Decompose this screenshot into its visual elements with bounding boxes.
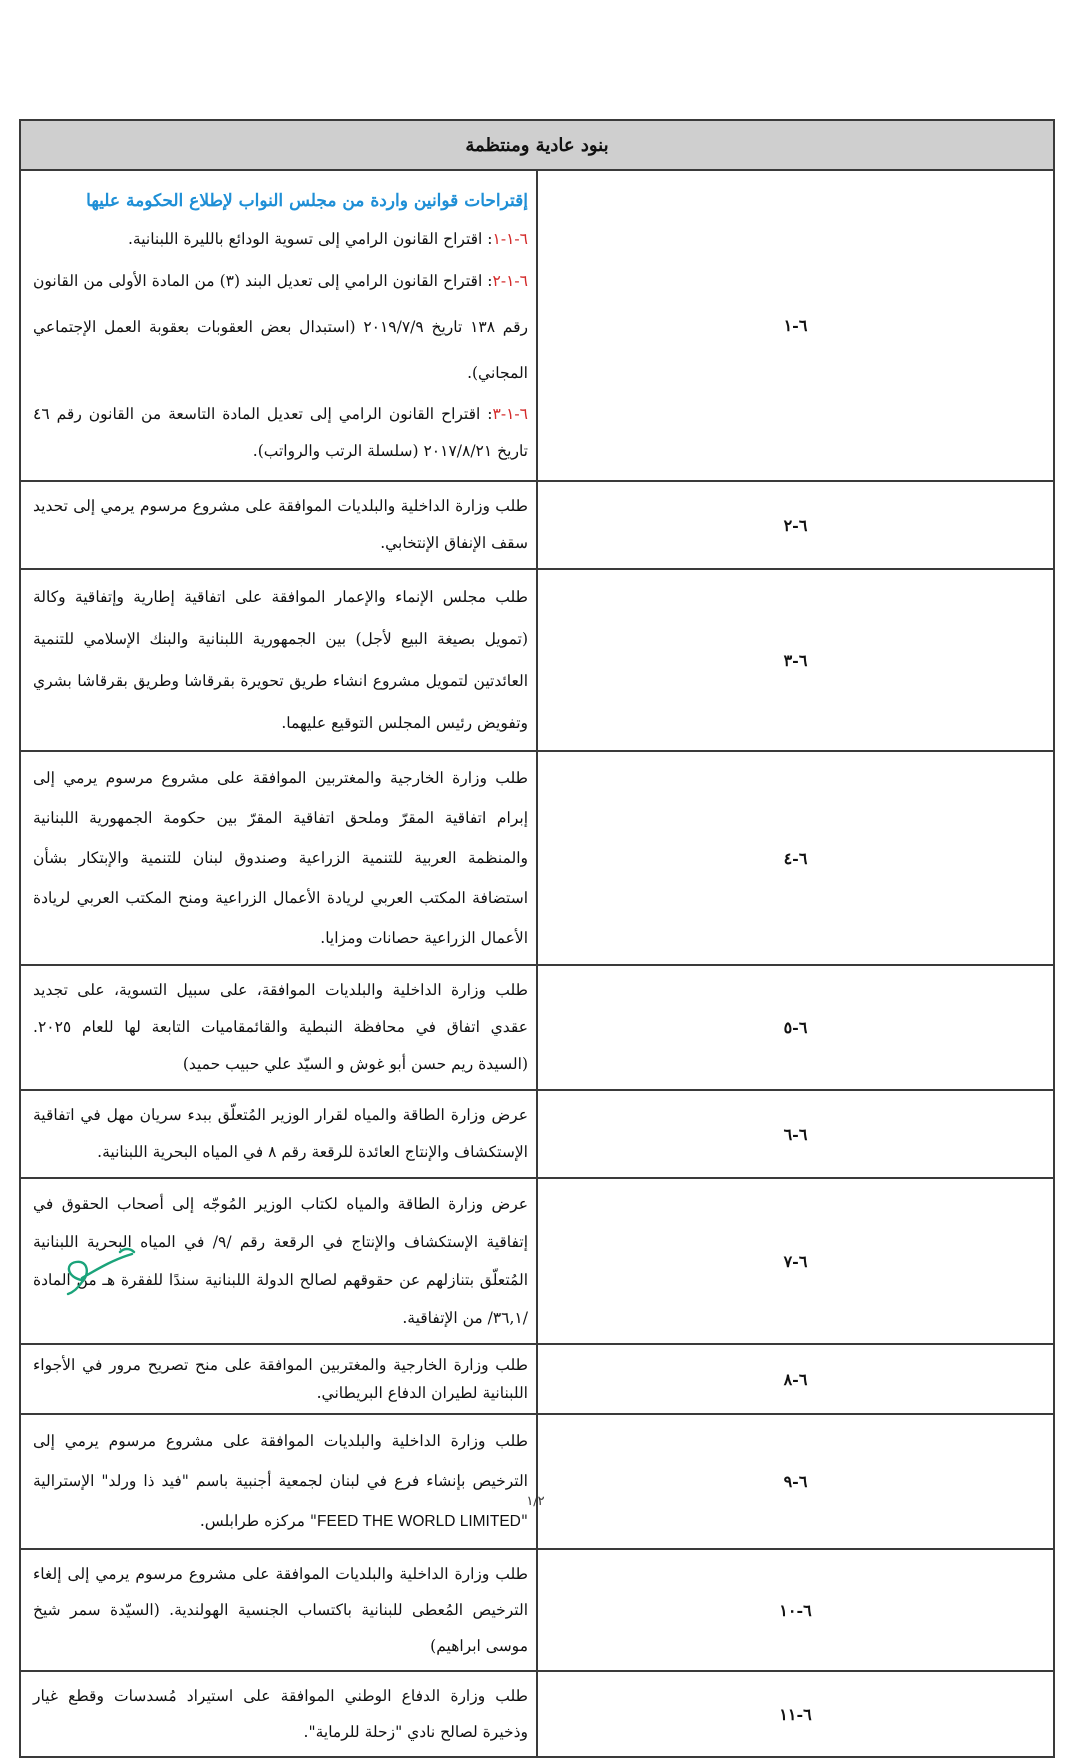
item-text: طلب وزارة الداخلية والبلديات الموافقة على مشروع مرسوم يرمي إلى الترخيص بإنشاء فرع في لبنان لجمعية أجنبية باسم "فيد ذا ورلد" الإسترالية "FEED THE WORLD LIMITED" مركزه طرابلس. <box>20 1414 537 1549</box>
item-text: طلب وزارة الخارجية والمغتربين الموافقة على مشروع مرسوم يرمي إلى إبرام اتفاقية المقرّ وملحق اتفاقية المقرّ بين حكومة الجمهورية اللبنانية والمنظمة العربية للتنمية الزراعية وصندوق لبنان للتنمية والإبتكار بشأن استضافة المكتب العربي لريادة الأعمال الزراعية ومنح المكتب العربي لريادة الأعمال الزراعية حصانات ومزايا. <box>20 751 537 965</box>
table-row <box>20 1090 1054 1178</box>
item-number: ٦-٤ <box>537 751 1054 965</box>
item-number: ٦-٥ <box>537 965 1054 1090</box>
item-number: ٦-٢ <box>537 481 1054 569</box>
table-row <box>20 1549 1054 1671</box>
item-number: ٦-٨ <box>537 1344 1054 1414</box>
item-text: طلب وزارة الداخلية والبلديات الموافقة، على سبيل التسوية، على تجديد عقدي اتفاق في محافظة النبطية والقائمقاميات التابعة لها للعام ٢٠٢٥. (السيدة ريم حسن أبو غوش و السيّد علي حبيب حميد) <box>20 965 537 1090</box>
sub-item-text: اقتراح القانون الرامي إلى تعديل البند (٣) من المادة الأولى من القانون رقم ١٣٨ تاريخ ٢٠١٩/٧/٩ (استبدال بعض العقوبات بعقوبة العمل الإجتماعي المجاني). <box>33 272 528 382</box>
table-row <box>20 751 1054 965</box>
table-header: بنود عادية ومنتظمة <box>20 120 1054 170</box>
signature-mark <box>60 1238 140 1298</box>
organization-name: FEED THE WORLD LIMITED <box>317 1513 521 1530</box>
sub-item-text: اقتراح القانون الرامي إلى تعديل المادة التاسعة من القانون رقم ٤٦ تاريخ ٢٠١٧/٨/٢١ (سلسلة الرتب والرواتب). <box>33 405 528 460</box>
sub-item-text: اقتراح القانون الرامي إلى تسوية الودائع بالليرة اللبنانية. <box>127 230 483 248</box>
item-number: ٦-١ <box>537 170 1054 481</box>
section-title: إقتراحات قوانين واردة من مجلس النواب لإطلاع الحكومة عليها <box>86 191 528 211</box>
sub-item-number: ٦-١-١ <box>492 230 528 248</box>
item-number: ٦-٦ <box>537 1090 1054 1178</box>
page-number: ١/٢ <box>526 1494 545 1509</box>
table-row <box>20 1178 1054 1344</box>
sub-item-number: ٦-١-٢ <box>492 272 528 290</box>
item-number: ٦-٩ <box>537 1414 1054 1549</box>
item-number: ٦-١١ <box>537 1671 1054 1757</box>
table-row <box>20 1414 1054 1549</box>
sub-item: ٦-١-١: اقتراح القانون الرامي إلى تسوية الودائع بالليرة اللبنانية. <box>127 230 528 248</box>
table-row <box>20 1344 1054 1414</box>
item-text: طلب وزارة الدفاع الوطني الموافقة على استيراد مُسدسات وقطع غيار وذخيرة لصالح نادي "زحلة للرماية". <box>20 1671 537 1757</box>
item-text: عرض وزارة الطاقة والمياه لكتاب الوزير المُوجّه إلى أصحاب الحقوق في إتفاقية الإستكشاف والإنتاج في الرقعة رقم /٩/ في المياه البحرية اللبنانية المُتعلّق بتنازلهم عن حقوقهم لصالح الدولة اللبنانية سندًا للفقرة هـ من المادة /٣٦,١/ من الإتفاقية. <box>20 1178 537 1344</box>
item-number: ٦-١٠ <box>537 1549 1054 1671</box>
item-text <box>20 170 537 481</box>
item-text: طلب وزارة الداخلية والبلديات الموافقة على مشروع مرسوم يرمي إلى تحديد سقف الإنفاق الإنتخابي. <box>20 481 537 569</box>
table-row <box>20 569 1054 751</box>
table-row <box>20 965 1054 1090</box>
item-text: عرض وزارة الطاقة والمياه لقرار الوزير المُتعلّق ببدء سريان مهل في اتفاقية الإستكشاف والإنتاج العائدة للرقعة رقم ٨ في المياه البحرية اللبنانية. <box>20 1090 537 1178</box>
agenda-table <box>19 119 1055 1758</box>
table-row <box>20 170 1054 481</box>
item-number: ٦-٣ <box>537 569 1054 751</box>
sub-item-number: ٦-١-٣ <box>492 405 528 423</box>
sub-item: ٦-١-٣: اقتراح القانون الرامي إلى تعديل المادة التاسعة من القانون رقم ٤٦ تاريخ ٢٠١٧/٨/٢١ (سلسلة الرتب والرواتب). <box>33 405 528 460</box>
item-text: طلب مجلس الإنماء والإعمار الموافقة على اتفاقية إطارية وإتفاقية وكالة (تمويل بصيغة البيع لأجل) بين الجمهورية اللبنانية والبنك الإسلامي للتنمية العائدتين لتمويل مشروع انشاء طريق تحويرة بقرقاشا وطريق بقرقاشا بشري وتفويض رئيس المجلس التوقيع عليهما. <box>20 569 537 751</box>
item-number: ٦-٧ <box>537 1178 1054 1344</box>
item-text: طلب وزارة الخارجية والمغتربين الموافقة على منح تصريح مرور في الأجواء اللبنانية لطيران الدفاع البريطاني. <box>20 1344 537 1414</box>
table-row <box>20 1671 1054 1757</box>
item-text: طلب وزارة الداخلية والبلديات الموافقة على مشروع مرسوم يرمي إلى إلغاء الترخيص المُعطى للبنانية باكتساب الجنسية الهولندية. (السيّدة سمر شيخ موسى ابراهيم) <box>20 1549 537 1671</box>
sub-item: ٦-١-٢: اقتراح القانون الرامي إلى تعديل البند (٣) من المادة الأولى من القانون رقم ١٣٨ تاريخ ٢٠١٩/٧/٩ (استبدال بعض العقوبات بعقوبة العمل الإجتماعي المجاني). <box>33 272 528 382</box>
table-row <box>20 481 1054 569</box>
